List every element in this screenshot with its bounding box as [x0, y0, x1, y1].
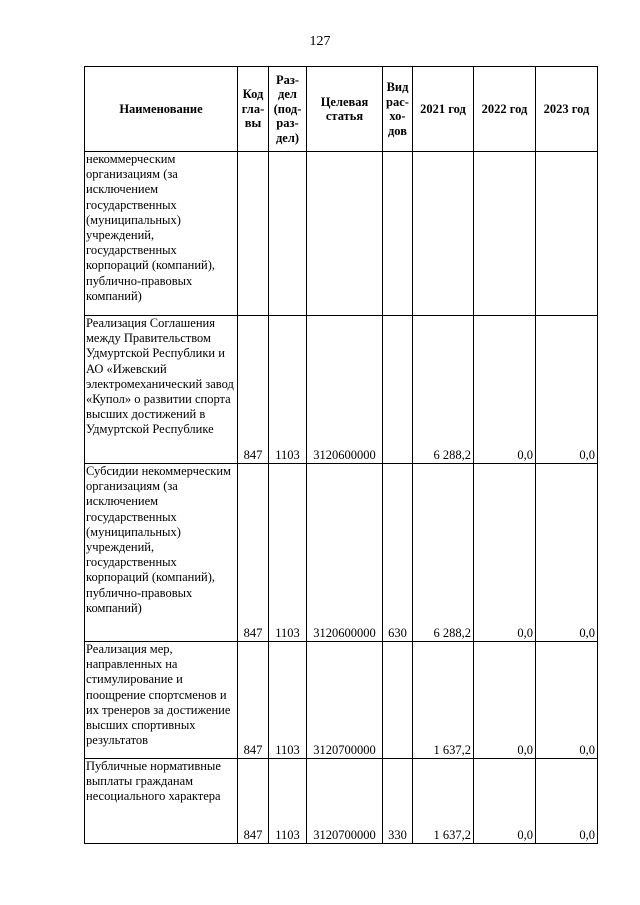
- row-2023: 0,0: [536, 642, 598, 759]
- header-year-2022: 2022 год: [474, 67, 536, 152]
- row-name: некоммерческим организациям (за исключением государственных (муниципальных) учреждений, государственных корпораций (компаний), публично-правовых компаний): [85, 152, 238, 316]
- row-article: 3120600000: [307, 464, 383, 642]
- row-chapter: 847: [238, 464, 269, 642]
- row-2021: 1 637,2: [413, 642, 474, 759]
- row-chapter: 847: [238, 316, 269, 464]
- table-row: [85, 316, 598, 464]
- header-target-article: Целевая статья: [307, 67, 383, 152]
- row-2022: 0,0: [474, 464, 536, 642]
- row-name: Публичные нормативные выплаты гражданам несоциального характера: [85, 759, 238, 844]
- row-2023: [536, 152, 598, 316]
- row-expense-type: [383, 152, 413, 316]
- header-section: Раз- дел (под- раз- дел): [269, 67, 307, 152]
- row-expense-type: [383, 316, 413, 464]
- row-2021: 6 288,2: [413, 464, 474, 642]
- row-2021: [413, 152, 474, 316]
- row-chapter: [238, 152, 269, 316]
- row-2022: 0,0: [474, 316, 536, 464]
- row-chapter: 847: [238, 642, 269, 759]
- row-2022: [474, 152, 536, 316]
- header-chapter-code: Код гла- вы: [238, 67, 269, 152]
- row-name: Реализация Соглашения между Правительством Удмуртской Республики и АО «Ижевский электромеханический завод «Купол» о развитии спорта высших достижений в Удмуртской Республике: [85, 316, 238, 464]
- row-article: [307, 152, 383, 316]
- table-row: [85, 464, 598, 642]
- table-row: [85, 759, 598, 844]
- row-article: 3120700000: [307, 759, 383, 844]
- page-number: 127: [309, 34, 331, 49]
- row-2021: 1 637,2: [413, 759, 474, 844]
- header-name: Наименование: [85, 67, 238, 152]
- row-chapter: 847: [238, 759, 269, 844]
- row-2023: 0,0: [536, 316, 598, 464]
- table-row: [85, 642, 598, 759]
- row-2023: 0,0: [536, 464, 598, 642]
- row-article: 3120700000: [307, 642, 383, 759]
- row-section: 1103: [269, 316, 307, 464]
- row-section: [269, 152, 307, 316]
- row-expense-type: [383, 642, 413, 759]
- table-header-row: [85, 67, 598, 152]
- row-expense-type: 630: [383, 464, 413, 642]
- row-section: 1103: [269, 642, 307, 759]
- header-year-2023: 2023 год: [536, 67, 598, 152]
- row-expense-type: 330: [383, 759, 413, 844]
- budget-table: [84, 66, 598, 844]
- row-section: 1103: [269, 759, 307, 844]
- row-article: 3120600000: [307, 316, 383, 464]
- header-year-2021: 2021 год: [413, 67, 474, 152]
- row-name: Реализация мер, направленных на стимулирование и поощрение спортсменов и их тренеров за достижение высших спортивных результатов: [85, 642, 238, 759]
- row-2021: 6 288,2: [413, 316, 474, 464]
- row-2022: 0,0: [474, 642, 536, 759]
- table-row: [85, 152, 598, 316]
- row-name: Субсидии некоммерческим организациям (за исключением государственных (муниципальных) учреждений, государственных корпораций (компаний), публично-правовых компаний): [85, 464, 238, 642]
- row-section: 1103: [269, 464, 307, 642]
- header-expense-type: Вид рас- хо- дов: [383, 67, 413, 152]
- row-2023: 0,0: [536, 759, 598, 844]
- row-2022: 0,0: [474, 759, 536, 844]
